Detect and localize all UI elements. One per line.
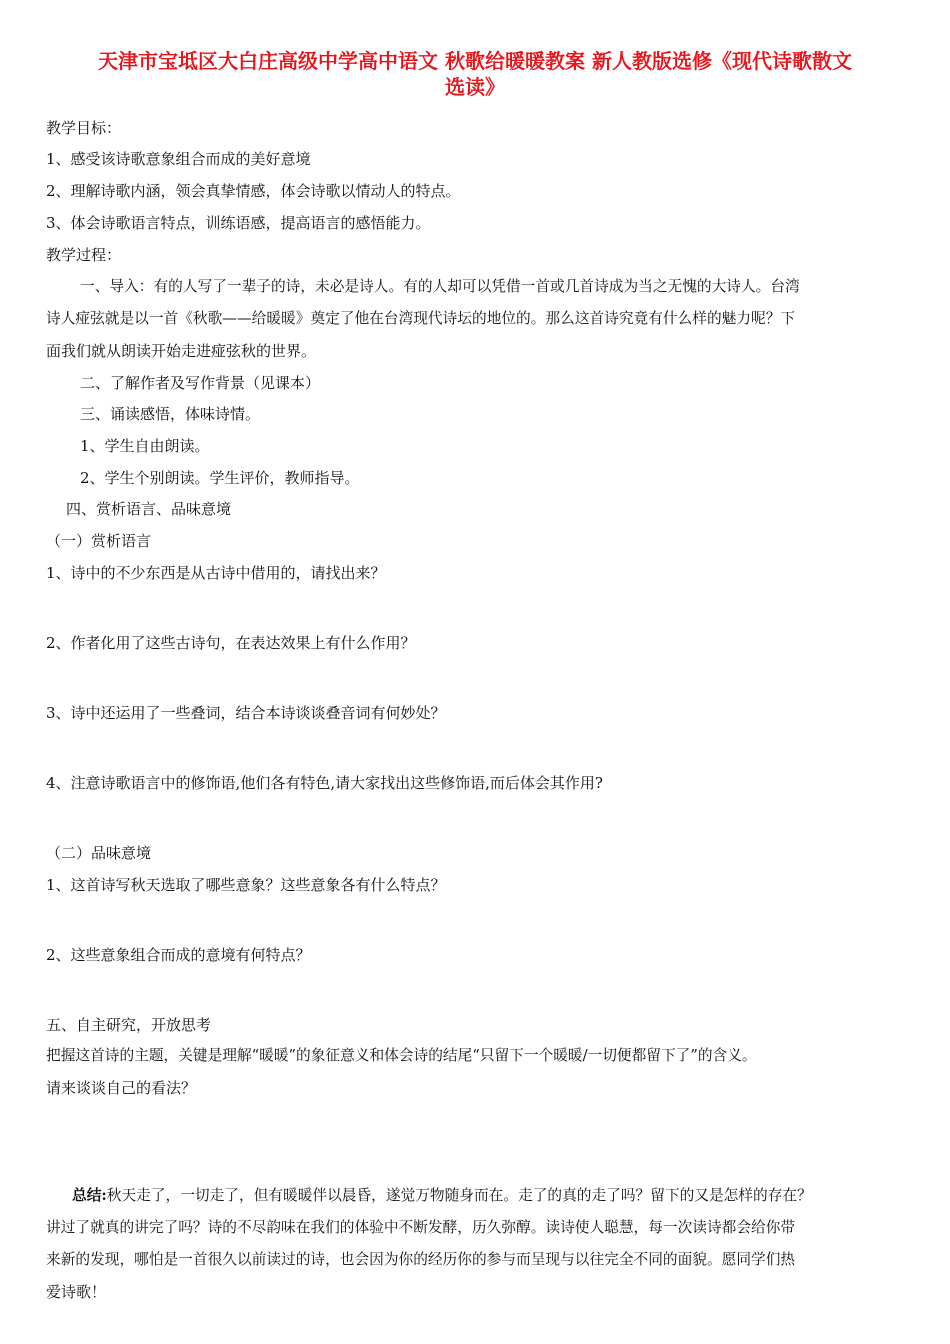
objective-item-1: 1、感受该诗歌意象组合而成的美好意境 <box>46 150 311 168</box>
process-heading: 教学过程： <box>46 246 122 264</box>
subsection-2-question-2: 2、这些意象组合而成的意境有何特点？ <box>46 946 311 964</box>
summary-line-2: 讲过了就真的讲完了吗？诗的不尽韵味在我们的体验中不断发酵，历久弥醇。读诗使人聪慧，每一次读诗都会给你带 <box>46 1219 796 1236</box>
section-4-heading: 四、赏析语言、品味意境 <box>66 500 232 518</box>
intro-line-3: 面我们就从朗读开始走进痖弦秋的世界。 <box>46 342 317 360</box>
objective-item-2: 2、理解诗歌内涵，领会真挚情感，体会诗歌以情动人的特点。 <box>46 182 461 200</box>
summary-line-3: 来新的发现，哪怕是一首很久以前读过的诗，也会因为你的经历你的参与而呈现与以往完全不同的面貌。愿同学们热 <box>46 1251 796 1268</box>
summary-line-4: 爱诗歌！ <box>46 1283 107 1301</box>
document-title-line-1: 天津市宝坻区大白庄高级中学高中语文 秋歌给暖暖教案 新人教版选修《现代诗歌散文 <box>98 49 852 73</box>
summary-text-1: 秋天走了，一切走了，但有暖暖伴以晨昏，遂觉万物随身而在。走了的真的走了吗？留下的又是怎样的存在？ <box>106 1187 812 1204</box>
section-3-heading: 三、诵读感悟，体味诗情。 <box>80 405 261 423</box>
intro-line-1: 一、导入：有的人写了一辈子的诗，未必是诗人。有的人却可以凭借一首或几首诗成为当之无愧的大诗人。台湾 <box>80 278 800 295</box>
subsection-1-heading: （一）赏析语言 <box>46 532 152 550</box>
subsection-2-heading: （二）品味意境 <box>46 844 152 862</box>
summary-label: 总结: <box>72 1187 107 1204</box>
objectives-heading: 教学目标： <box>46 119 122 137</box>
subsection-1-question-1: 1、诗中的不少东西是从古诗中借用的，请找出来？ <box>46 564 386 582</box>
subsection-1-question-2: 2、作者化用了这些古诗句，在表达效果上有什么作用？ <box>46 634 416 652</box>
section-5-line-2: 请来谈谈自己的看法？ <box>46 1079 197 1097</box>
subsection-2-question-1: 1、这首诗写秋天选取了哪些意象？这些意象各有什么特点？ <box>46 876 446 894</box>
section-3-item-2: 2、学生个别朗读。学生评价，教师指导。 <box>80 469 360 487</box>
section-5-heading: 五、自主研究，开放思考 <box>46 1016 212 1034</box>
subsection-1-question-4: 4、注意诗歌语言中的修饰语,他们各有特色,请大家找出这些修饰语,而后体会其作用? <box>46 774 603 792</box>
objective-item-3: 3、体会诗歌语言特点，训练语感，提高语言的感悟能力。 <box>46 214 431 232</box>
subsection-1-question-3: 3、诗中还运用了一些叠词，结合本诗谈谈叠音词有何妙处？ <box>46 704 446 722</box>
summary-line-1 <box>72 1186 812 1206</box>
section-5-line-1: 把握这首诗的主题，关键是理解“暖暖”的象征意义和体会诗的结尾“只留下一个暖暖/一切便都留下了”的含义。 <box>46 1047 757 1064</box>
section-3-item-1: 1、学生自由朗读。 <box>80 437 210 455</box>
section-2-heading: 二、了解作者及写作背景（见课本） <box>80 374 321 392</box>
intro-line-2: 诗人痖弦就是以一首《秋歌——给暖暖》奠定了他在台湾现代诗坛的地位的。那么这首诗究竟有什么样的魅力呢？下 <box>46 310 796 327</box>
document-title-line-2: 选读》 <box>445 75 505 99</box>
